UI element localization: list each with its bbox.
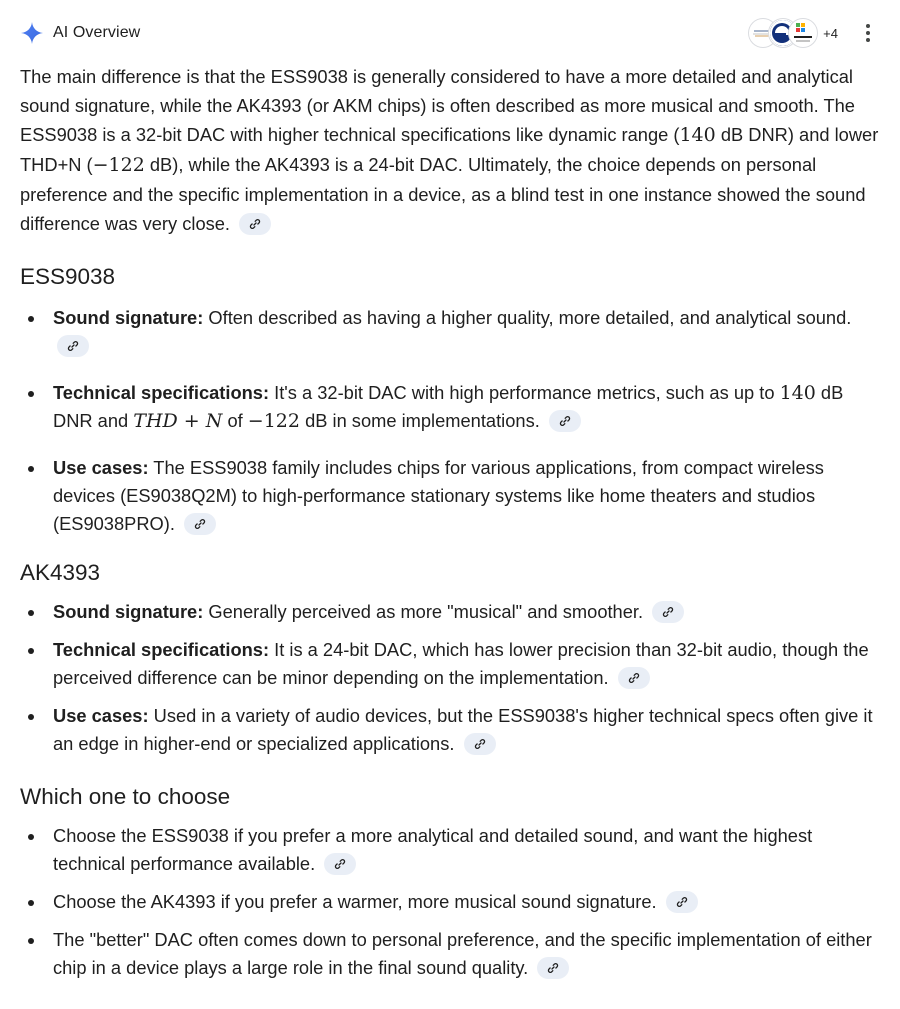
ai-overview-header <box>20 18 880 48</box>
item-label: Technical specifications: <box>53 639 270 660</box>
source-link-chip[interactable] <box>537 957 569 979</box>
source-link-chip[interactable] <box>549 410 581 432</box>
link-icon <box>547 962 559 974</box>
list-item <box>20 454 880 538</box>
intro-text: The main difference is that the ESS9038 is generally considered to have a more detailed and analytical sound signature, while the AK4393 (or AKM chips) is often described as more musical and smooth. The ESS9038 is a 32-bit DAC with higher technical specifications like dynamic range ( <box>20 66 855 145</box>
item-text: dB DNR and <box>53 382 844 431</box>
link-icon <box>67 340 79 352</box>
list-item <box>20 926 880 982</box>
item-text: Used in a variety of audio devices, but the ESS9038's higher technical specs often give it an edge in higher-end or specialized applications. <box>53 705 873 754</box>
source-link-chip[interactable] <box>324 853 356 875</box>
list-item <box>20 598 880 626</box>
item-text: It is a 24-bit DAC, which has lower precision than 32-bit audio, though the perceived difference can be minor depending on the implementation. <box>53 639 869 688</box>
list-item <box>20 702 880 758</box>
item-text: dB in some implementations. <box>299 410 540 431</box>
item-text: of <box>222 410 248 431</box>
intro-text: dB DNR) and lower THD+N ( <box>20 124 879 175</box>
link-icon <box>559 415 571 427</box>
list-item <box>20 379 880 435</box>
math-expression: THD + N <box>133 410 223 432</box>
more-vert-icon-dot <box>866 31 870 35</box>
link-icon <box>334 858 346 870</box>
link-icon <box>249 218 261 230</box>
item-label: Use cases: <box>53 705 149 726</box>
source-link-chip[interactable] <box>652 601 684 623</box>
intro-paragraph <box>20 62 880 238</box>
list-item <box>20 636 880 692</box>
link-icon <box>676 896 688 908</box>
source-favicon-3[interactable] <box>789 19 817 47</box>
more-vert-icon-dot <box>866 38 870 42</box>
list-item <box>20 304 880 360</box>
source-link-chip[interactable] <box>666 891 698 913</box>
item-label: Technical specifications: <box>53 382 270 403</box>
math-value: 140 <box>779 382 816 404</box>
link-icon <box>194 518 206 530</box>
math-value: −122 <box>92 154 145 176</box>
source-link-chip[interactable] <box>57 335 89 357</box>
section-heading-ess9038: ESS9038 <box>20 264 116 289</box>
link-icon <box>662 606 674 618</box>
ai-overview-body <box>20 62 880 982</box>
source-link-chip[interactable] <box>618 667 650 689</box>
item-text: Often described as having a higher quality, more detailed, and analytical sound. <box>203 307 852 328</box>
source-link-chip[interactable] <box>184 513 216 535</box>
math-value: −122 <box>247 410 300 432</box>
item-text: Choose the AK4393 if you prefer a warmer, more musical sound signature. <box>53 891 657 912</box>
source-link-chip[interactable] <box>464 733 496 755</box>
ak4393-list <box>20 598 880 758</box>
item-label: Use cases: <box>53 457 149 478</box>
item-text: It's a 32-bit DAC with high performance metrics, such as up to <box>269 382 780 403</box>
ess9038-list <box>20 304 880 538</box>
item-label: Sound signature: <box>53 601 204 622</box>
link-icon <box>474 738 486 750</box>
more-options-button[interactable] <box>856 19 880 47</box>
list-item <box>20 888 880 916</box>
source-link-chip[interactable] <box>239 213 271 235</box>
source-logo-icon-3 <box>790 20 816 46</box>
intro-text: dB), while the AK4393 is a 24-bit DAC. Ultimately, the choice depends on personal preference and the specific implementation in a device, as a blind test in one instance showed the sound difference was very close. <box>20 154 866 234</box>
link-icon <box>628 672 640 684</box>
item-text: Choose the ESS9038 if you prefer a more analytical and detailed sound, and want the highest technical performance available. <box>53 825 813 874</box>
math-value: 140 <box>679 124 716 146</box>
sources-stack[interactable] <box>749 19 838 47</box>
sources-more-count[interactable]: +4 <box>823 25 838 41</box>
list-item <box>20 822 880 878</box>
item-text: The ESS9038 family includes chips for various applications, from compact wireless devices (ES9038Q2M) to high-performance stationary systems like home theaters and studios (ES9038PRO). <box>53 457 824 534</box>
item-text: The "better" DAC often comes down to personal preference, and the specific implementation of either chip in a device plays a large role in the final sound quality. <box>53 929 872 978</box>
gemini-sparkle-icon <box>20 21 44 45</box>
item-label: Sound signature: <box>53 307 204 328</box>
section-heading-which-to-choose: Which one to choose <box>20 784 231 809</box>
ai-overview-title: AI Overview <box>53 24 141 41</box>
choose-list <box>20 822 880 982</box>
item-text: Generally perceived as more "musical" and smoother. <box>203 601 644 622</box>
section-heading-ak4393: AK4393 <box>20 560 101 585</box>
more-vert-icon <box>866 24 870 28</box>
